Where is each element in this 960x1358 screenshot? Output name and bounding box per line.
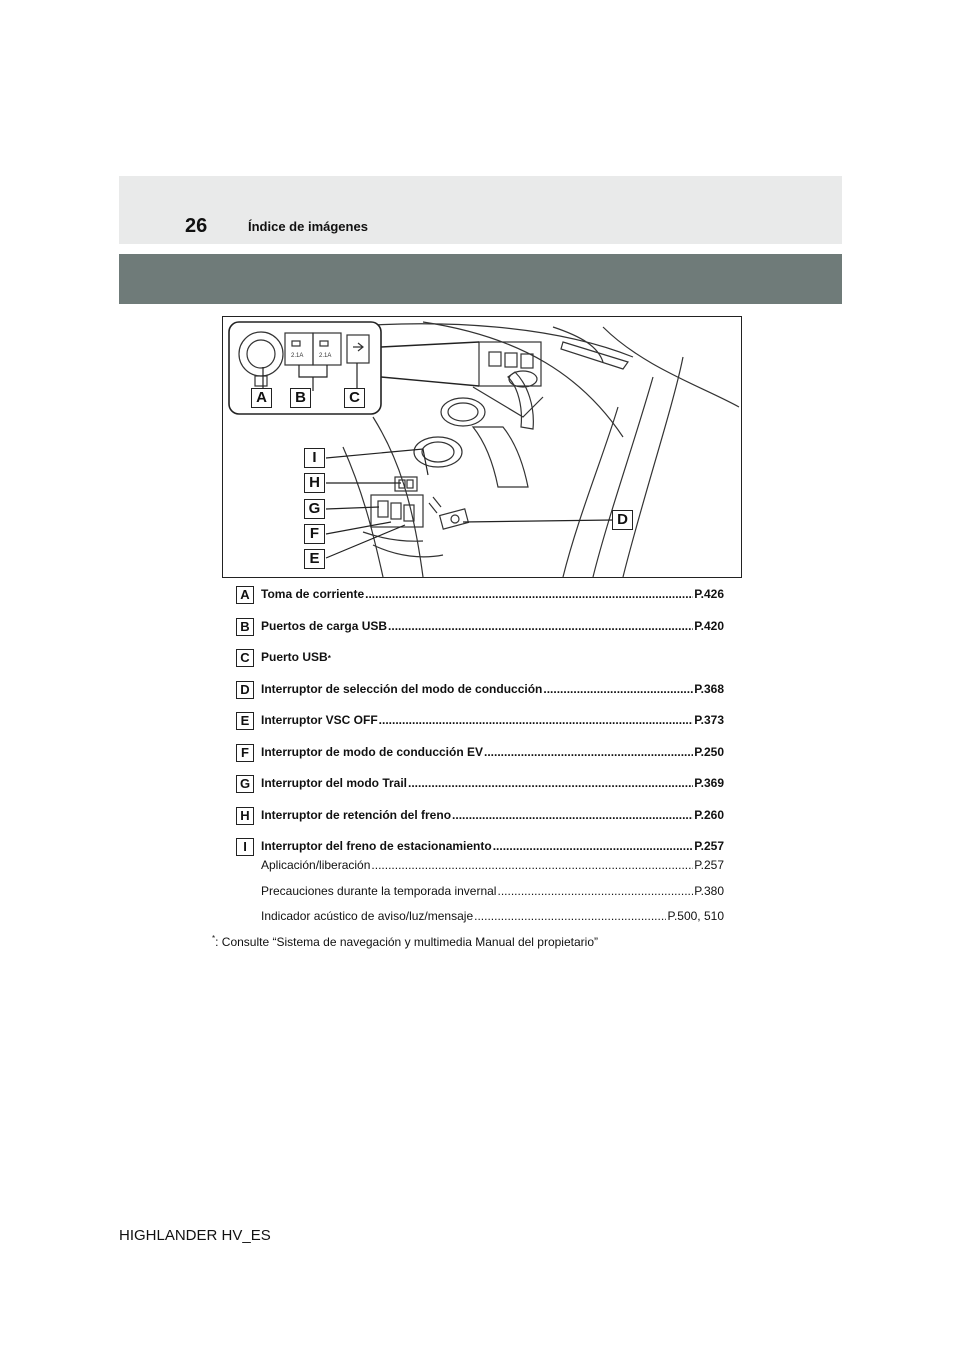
callout-f: F	[304, 524, 325, 544]
page-reference-link[interactable]: P.426	[694, 587, 724, 601]
item-list	[236, 584, 724, 868]
list-item	[236, 679, 724, 711]
sub-item-label: Indicador acústico de aviso/luz/mensaje	[261, 909, 474, 923]
page-reference-link[interactable]: P.257	[694, 839, 724, 853]
page-number: 26	[185, 215, 208, 237]
item-letter: G	[236, 775, 254, 793]
subitem-list	[261, 857, 724, 934]
item-letter: D	[236, 681, 254, 699]
item-letter: C	[236, 649, 254, 667]
footnote	[212, 934, 598, 950]
header-band	[119, 176, 842, 244]
list-item	[236, 710, 724, 742]
page-reference-link[interactable]: P.369	[694, 776, 724, 790]
item-letter: I	[236, 838, 254, 856]
item-letter: B	[236, 618, 254, 636]
page-reference-link[interactable]: P.260	[694, 807, 724, 822]
page-reference-link[interactable]: P.380	[694, 883, 724, 898]
page-reference-link[interactable]: P.257	[694, 858, 724, 872]
page-reference-link[interactable]: P.500, 510	[667, 909, 724, 923]
callout-a: A	[251, 388, 272, 408]
list-item	[236, 584, 724, 616]
list-item	[236, 805, 724, 837]
callout-g: G	[304, 499, 325, 519]
section-title: Índice de imágenes	[248, 219, 368, 234]
item-label: Interruptor de selección del modo de conducción	[261, 681, 543, 696]
footer-model-name: HIGHLANDER HV_ES	[119, 1227, 271, 1244]
sub-item	[261, 857, 724, 883]
header-bar	[119, 254, 842, 304]
page-reference-link[interactable]: P.373	[694, 713, 724, 727]
item-label: Interruptor VSC OFF	[261, 713, 378, 727]
footnote-text: : Consulte “Sistema de navegación y multimedia Manual del propietario”	[215, 935, 598, 949]
item-letter: E	[236, 712, 254, 730]
callout-b: B	[290, 388, 311, 408]
page-reference-link[interactable]: P.420	[694, 618, 724, 633]
list-item	[236, 773, 724, 805]
port-label-1: 2.1A	[291, 353, 304, 359]
callout-e: E	[304, 549, 325, 569]
list-item: C Puerto USB *	[236, 647, 724, 679]
item-label: Puerto USB	[261, 650, 328, 664]
list-item	[236, 616, 724, 648]
item-label: Interruptor del freno de estacionamiento	[261, 839, 492, 853]
port-label-2: 2.1A	[319, 353, 332, 359]
item-label: Toma de corriente	[261, 587, 365, 601]
console-drawing	[223, 317, 741, 577]
footnote-marker: *	[212, 934, 216, 943]
callout-i: I	[304, 448, 325, 468]
item-letter: F	[236, 744, 254, 762]
sub-item-label: Precauciones durante la temporada invernal	[261, 883, 497, 898]
item-letter: A	[236, 586, 254, 604]
page-reference-link[interactable]: P.368	[694, 681, 724, 696]
callout-c: C	[344, 388, 365, 408]
list-item	[236, 742, 724, 774]
item-label: Interruptor de modo de conducción EV	[261, 744, 484, 759]
callout-d: D	[612, 510, 633, 530]
page-reference-link[interactable]: P.250	[694, 744, 724, 759]
sub-item	[261, 908, 724, 934]
item-label: Interruptor de retención del freno	[261, 807, 452, 822]
console-illustration	[222, 316, 742, 578]
item-letter: H	[236, 807, 254, 825]
callout-h: H	[304, 473, 325, 493]
sub-item-label: Aplicación/liberación	[261, 858, 371, 872]
item-label: Interruptor del modo Trail	[261, 776, 408, 790]
item-label: Puertos de carga USB	[261, 618, 388, 633]
sub-item	[261, 883, 724, 909]
